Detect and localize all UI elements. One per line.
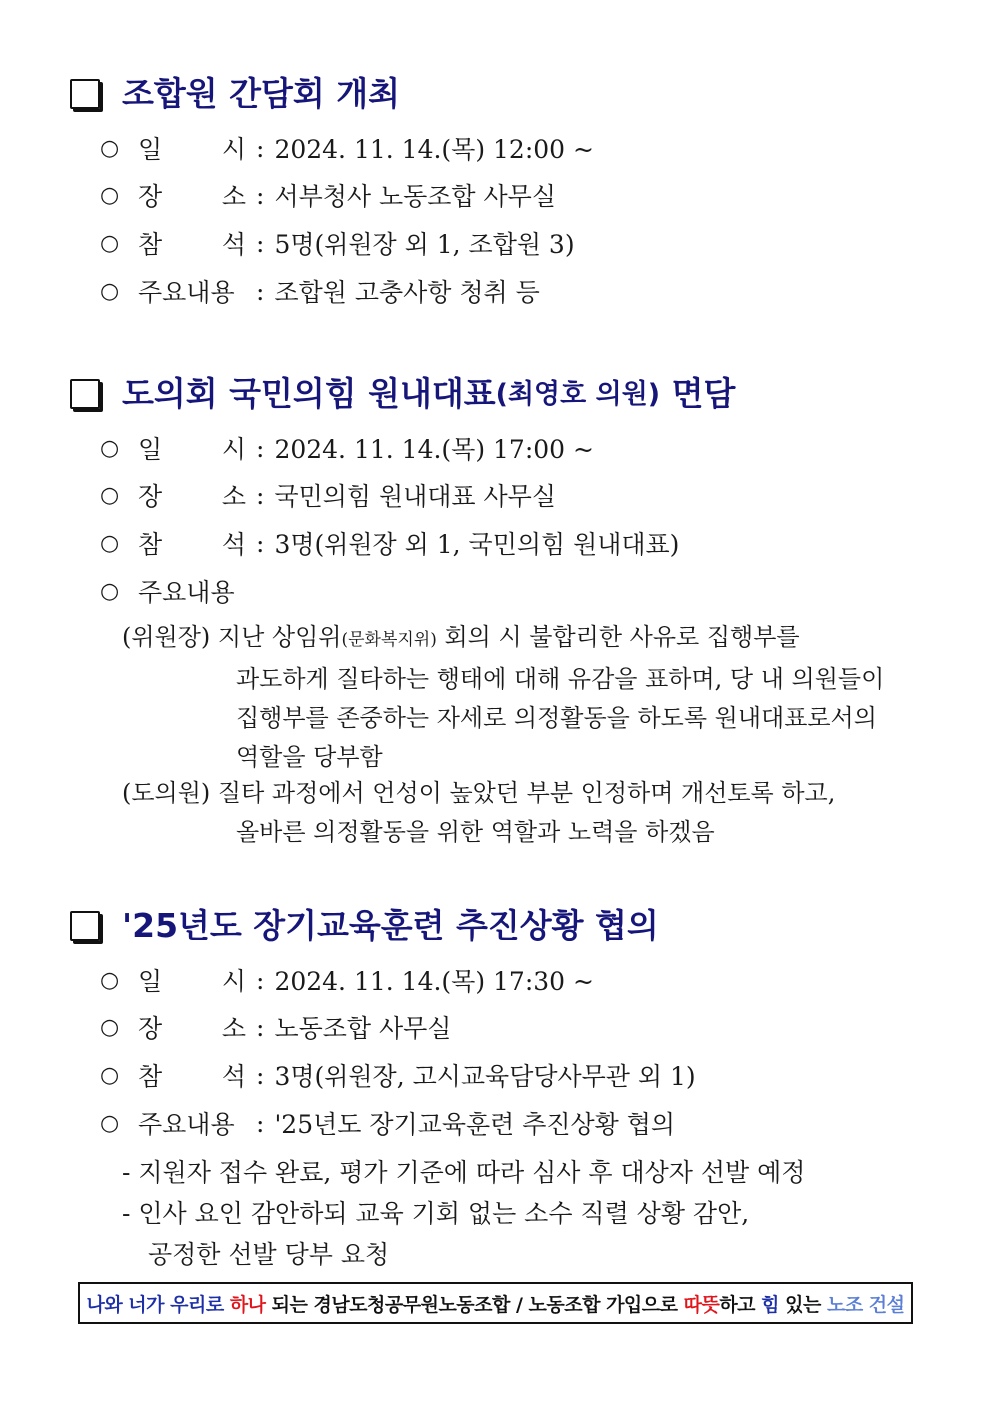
item-label: 일 시 [138,135,246,164]
item-row: ○ 장 소 : 국민의힘 원내대표 사무실 [100,477,556,513]
item-row: ○ 일 시 : 2024. 11. 14.(목) 12:00 ~ [100,130,594,166]
slogan-part: 따뜻 [683,1293,720,1316]
remark-speaker: (위원장) [122,623,211,651]
item-label: 주요내용 [138,1110,235,1139]
circle-bullet-icon: ○ [100,967,120,993]
remark-text: 과도하게 질타하는 행태에 대해 유감을 표하며, 당 내 의원들이 [236,665,885,693]
item-value: 2024. 11. 14.(목) 17:00 ~ [274,435,594,464]
item-row: ○ 일 시 : 2024. 11. 14.(목) 17:30 ~ [100,962,594,998]
dash-item-continuation: 공정한 선발 당부 요청 [148,1240,390,1269]
item-value: 노동조합 사무실 [274,1014,452,1043]
item-label: 참 석 [138,1062,246,1091]
item-value: 5명(위원장 외 1, 조합원 3) [274,230,575,259]
item-label: 일 시 [138,967,246,996]
circle-bullet-icon: ○ [100,1110,120,1136]
section-title-text: 조합원 간담회 개최 [122,74,401,113]
remark-text-small: (문화복지위) [341,630,437,650]
item-row [100,573,235,609]
item-label: 장 소 [138,182,246,211]
remark-2 [122,774,835,852]
item-label: 참 석 [138,530,246,559]
item-value: 2024. 11. 14.(목) 17:30 ~ [274,967,594,996]
slogan-part: 하나 [229,1293,266,1316]
circle-bullet-icon: ○ [100,482,120,508]
circle-bullet-icon: ○ [100,578,120,604]
circle-bullet-icon: ○ [100,1014,120,1040]
item-row: ○ 장 소 : 노동조합 사무실 [100,1009,451,1045]
square-box-icon [70,79,100,109]
dash-item: - 인사 요인 감안하되 교육 기회 없는 소수 직렬 상황 감안, [122,1199,750,1228]
section-title-1 [70,68,400,115]
square-box-icon [70,379,100,409]
item-value: 3명(위원장 외 1, 국민의힘 원내대표) [274,530,680,559]
item-value: 서부청사 노동조합 사무실 [274,182,556,211]
item-row: ○ 주요내용 : '25년도 장기교육훈련 추진상황 협의 [100,1105,675,1141]
remark-text: 역할을 당부함 [236,743,383,771]
circle-bullet-icon: ○ [100,435,120,461]
item-row: ○ 일 시 : 2024. 11. 14.(목) 17:00 ~ [100,430,594,466]
item-label: 참 석 [138,230,246,259]
section-title-2 [70,368,735,415]
remark-text: 질타 과정에서 언성이 높았던 부분 인정하며 개선토록 하고, [217,779,836,807]
slogan-part: 하고 [719,1293,762,1316]
section-title-3 [70,900,659,947]
slogan-part: 있는 [779,1293,827,1316]
remark-speaker: (도의원) [122,779,211,807]
slogan-part: 나와 너가 우리로 [86,1293,230,1316]
section-title-text: 도의회 국민의힘 원내대표 [122,374,496,413]
remark-text: 집행부를 존중하는 자세로 의정활동을 하도록 원내대표로서의 [236,704,877,732]
slogan-part: 노조 건설 [826,1293,905,1316]
item-row: ○ 장 소 : 서부청사 노동조합 사무실 [100,177,556,213]
item-value: '25년도 장기교육훈련 추진상황 협의 [274,1110,676,1139]
item-label: 주요내용 [138,578,235,607]
footer-slogan [78,1282,913,1324]
item-label: 장 소 [138,1014,246,1043]
section-title-end: 면담 [671,374,736,413]
circle-bullet-icon: ○ [100,182,120,208]
circle-bullet-icon: ○ [100,278,120,304]
item-row: ○ 참 석 : 3명(위원장, 고시교육담당사무관 외 1) [100,1057,696,1093]
item-label: 장 소 [138,482,246,511]
item-value: 3명(위원장, 고시교육담당사무관 외 1) [274,1062,696,1091]
slogan-part: 힘 [761,1293,780,1316]
remark-text: 지난 상임위 [217,623,342,651]
item-value: 조합원 고충사항 청취 등 [274,278,540,307]
circle-bullet-icon: ○ [100,530,120,556]
circle-bullet-icon: ○ [100,230,120,256]
remark-1 [122,618,884,777]
remark-text: 회의 시 불합리한 사유로 집행부를 [444,623,800,651]
section-title-text: '25년도 장기교육훈련 추진상황 협의 [122,906,659,945]
item-label: 주요내용 [138,278,235,307]
item-label: 일 시 [138,435,246,464]
slogan-part: 되는 경남도청공무원노동조합 / 노동조합 가입으로 [265,1293,684,1316]
remark-text: 올바른 의정활동을 위한 역할과 노력을 하겠음 [236,818,715,846]
item-value: 2024. 11. 14.(목) 12:00 ~ [274,135,594,164]
item-row: ○ 참 석 : 5명(위원장 외 1, 조합원 3) [100,225,575,261]
circle-bullet-icon: ○ [100,1062,120,1088]
square-box-icon [70,911,100,941]
circle-bullet-icon: ○ [100,135,120,161]
dash-item: - 지원자 접수 완료, 평가 기준에 따라 심사 후 대상자 선발 예정 [122,1158,806,1187]
item-value: 국민의힘 원내대표 사무실 [274,482,556,511]
item-row: ○ 참 석 : 3명(위원장 외 1, 국민의힘 원내대표) [100,525,679,561]
item-row: ○ 주요내용 : 조합원 고충사항 청취 등 [100,273,540,309]
section-title-sub: (최영호 의원) [495,379,661,410]
